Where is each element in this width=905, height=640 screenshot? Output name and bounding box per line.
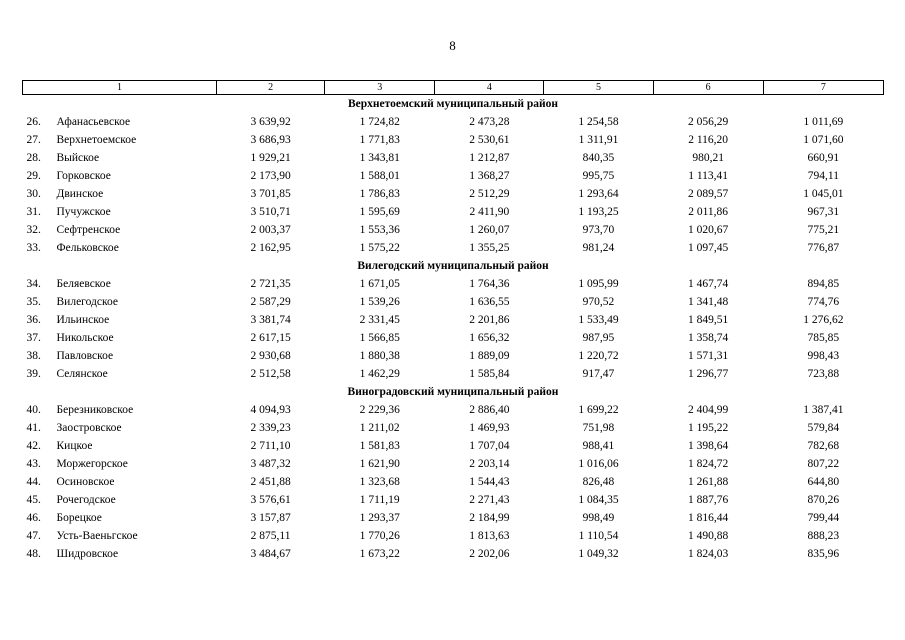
settlement-name: Афанасьевское	[56, 116, 131, 128]
value-cell-col-5: 973,70	[582, 224, 615, 236]
value-cell-col-4: 1 544,43	[469, 476, 510, 488]
value-cell-col-6: 1 341,48	[688, 296, 729, 308]
column-header-1: 1	[23, 81, 217, 95]
settlement-cell	[23, 473, 217, 491]
value-cell-col-7: 888,23	[807, 530, 840, 542]
value-cell-col-6: 980,21	[692, 152, 724, 164]
settlement-name: Сефтренское	[56, 224, 121, 236]
value-cell-col-5: 1 220,72	[578, 350, 619, 362]
row-number: 40.	[26, 404, 41, 416]
settlement-cell	[23, 149, 217, 167]
value-cell-col-3: 1 581,83	[359, 440, 400, 452]
settlement-cell	[23, 311, 217, 329]
value-cell-col-5: 826,48	[582, 476, 615, 488]
value-cell-col-7: 894,85	[807, 278, 840, 290]
settlement-name: Беляевское	[56, 278, 111, 290]
value-cell-col-2: 2 711,10	[250, 440, 291, 452]
row-number: 38.	[26, 350, 41, 362]
section-row	[23, 257, 884, 275]
value-cell-col-3: 1 553,36	[359, 224, 400, 236]
value-cell-col-3: 1 770,26	[359, 530, 400, 542]
row-number: 27.	[26, 134, 41, 146]
page-number: 8	[449, 38, 456, 53]
settlement-name: Шидровское	[56, 548, 119, 560]
value-cell-col-3: 1 293,37	[359, 512, 400, 524]
value-cell-col-5: 988,41	[582, 440, 615, 452]
row-number: 33.	[26, 242, 41, 254]
value-cell-col-6: 2 404,99	[688, 404, 729, 416]
value-cell-col-4: 1 368,27	[469, 170, 510, 182]
value-cell-col-6: 1 467,74	[688, 278, 729, 290]
value-cell-col-2: 3 487,32	[250, 458, 291, 470]
value-cell-col-4: 2 512,29	[469, 188, 510, 200]
value-cell-col-6: 1 296,77	[688, 368, 729, 380]
value-cell-col-2: 2 587,29	[250, 296, 291, 308]
table-row	[23, 509, 884, 527]
row-number: 48.	[26, 548, 41, 560]
settlement-cell	[23, 293, 217, 311]
value-cell-col-3: 2 229,36	[359, 404, 400, 416]
value-cell-col-2: 2 003,37	[250, 224, 291, 236]
table-row	[23, 221, 884, 239]
value-cell-col-4: 2 473,28	[469, 116, 510, 128]
value-cell-col-2: 4 094,93	[250, 404, 291, 416]
table-row	[23, 149, 884, 167]
table-body	[23, 95, 884, 564]
column-header-4: 4	[435, 81, 544, 95]
value-cell-col-2: 3 639,92	[250, 116, 291, 128]
value-cell-col-2: 1 929,21	[250, 152, 291, 164]
table-row	[23, 347, 884, 365]
value-cell-col-7: 723,88	[807, 368, 840, 380]
row-number: 32.	[26, 224, 41, 236]
value-cell-col-2: 2 451,88	[250, 476, 291, 488]
value-cell-col-7: 782,68	[807, 440, 840, 452]
value-cell-col-2: 2 173,90	[250, 170, 291, 182]
section-title: Вилегодский муниципальный район	[357, 260, 549, 272]
value-cell-col-7: 579,84	[807, 422, 840, 434]
value-cell-col-6: 1 358,74	[688, 332, 729, 344]
table-header	[23, 81, 884, 95]
settlement-name: Осиновское	[56, 476, 115, 488]
value-cell-col-2: 3 686,93	[250, 134, 291, 146]
value-cell-col-7: 1 071,60	[803, 134, 844, 146]
value-cell-col-2: 2 162,95	[250, 242, 291, 254]
value-cell-col-6: 2 011,86	[688, 206, 729, 218]
value-cell-col-2: 2 875,11	[250, 530, 291, 542]
value-cell-col-4: 1 707,04	[469, 440, 510, 452]
value-cell-col-7: 870,26	[807, 494, 840, 506]
table-row	[23, 545, 884, 563]
table-row	[23, 419, 884, 437]
value-cell-col-4: 2 530,61	[469, 134, 510, 146]
value-cell-col-2: 3 701,85	[250, 188, 291, 200]
row-number: 28.	[26, 152, 41, 164]
value-cell-col-6: 1 887,76	[688, 494, 729, 506]
settlement-name: Заостровское	[56, 422, 122, 434]
settlement-cell	[23, 365, 217, 383]
value-cell-col-5: 1 699,22	[578, 404, 619, 416]
value-cell-col-3: 1 673,22	[359, 548, 400, 560]
value-cell-col-5: 751,98	[582, 422, 615, 434]
value-cell-col-5: 917,47	[582, 368, 615, 380]
value-cell-col-7: 775,21	[807, 224, 840, 236]
column-header-7: 7	[763, 81, 883, 95]
row-number: 42.	[26, 440, 41, 452]
table-row	[23, 131, 884, 149]
value-cell-col-5: 1 095,99	[578, 278, 619, 290]
table-row	[23, 365, 884, 383]
value-cell-col-3: 1 539,26	[359, 296, 400, 308]
value-cell-col-5: 1 533,49	[578, 314, 619, 326]
settlement-cell	[23, 185, 217, 203]
settlement-name: Рочегодское	[56, 494, 116, 506]
value-cell-col-6: 1 824,72	[688, 458, 729, 470]
settlement-name: Двинское	[56, 188, 104, 200]
value-cell-col-6: 1 849,51	[688, 314, 729, 326]
table-row	[23, 113, 884, 131]
table-row	[23, 329, 884, 347]
settlement-cell	[23, 113, 217, 131]
value-cell-col-2: 2 617,15	[250, 332, 291, 344]
value-cell-col-3: 2 331,45	[359, 314, 400, 326]
table-row	[23, 203, 884, 221]
settlement-cell	[23, 239, 217, 257]
settlement-cell	[23, 491, 217, 509]
value-cell-col-4: 2 201,86	[469, 314, 510, 326]
value-cell-col-3: 1 211,02	[359, 422, 400, 434]
row-number: 37.	[26, 332, 41, 344]
settlement-cell	[23, 203, 217, 221]
value-cell-col-6: 1 816,44	[688, 512, 729, 524]
settlement-name: Березниковское	[56, 404, 134, 416]
table-row	[23, 437, 884, 455]
value-cell-col-6: 1 113,41	[688, 170, 729, 182]
settlement-name: Селянское	[56, 368, 108, 380]
value-cell-col-3: 1 724,82	[359, 116, 400, 128]
settlement-cell	[23, 131, 217, 149]
value-cell-col-2: 3 576,61	[250, 494, 291, 506]
header-row	[23, 81, 884, 95]
value-cell-col-7: 794,11	[807, 170, 839, 182]
row-number: 31.	[26, 206, 41, 218]
settlement-name: Усть-Ваеньгское	[56, 530, 138, 542]
data-table	[22, 80, 884, 563]
value-cell-col-5: 1 084,35	[578, 494, 619, 506]
settlement-name: Кицкое	[56, 440, 93, 452]
row-number: 41.	[26, 422, 41, 434]
table-row	[23, 527, 884, 545]
value-cell-col-2: 2 930,68	[250, 350, 291, 362]
value-cell-col-6: 1 097,45	[688, 242, 729, 254]
value-cell-col-4: 2 411,90	[469, 206, 510, 218]
value-cell-col-3: 1 323,68	[359, 476, 400, 488]
value-cell-col-4: 1 260,07	[469, 224, 510, 236]
value-cell-col-6: 2 056,29	[688, 116, 729, 128]
settlement-cell	[23, 455, 217, 473]
value-cell-col-2: 3 510,71	[250, 206, 291, 218]
value-cell-col-4: 1 355,25	[469, 242, 510, 254]
settlement-cell	[23, 221, 217, 239]
settlement-cell	[23, 329, 217, 347]
row-number: 45.	[26, 494, 41, 506]
value-cell-col-4: 1 889,09	[469, 350, 510, 362]
value-cell-col-6: 1 195,22	[688, 422, 729, 434]
settlement-cell	[23, 437, 217, 455]
value-cell-col-7: 660,91	[807, 152, 840, 164]
value-cell-col-3: 1 671,05	[359, 278, 400, 290]
value-cell-col-3: 1 595,69	[359, 206, 400, 218]
table-row	[23, 455, 884, 473]
settlement-cell	[23, 401, 217, 419]
value-cell-col-2: 2 721,35	[250, 278, 291, 290]
value-cell-col-4: 1 469,93	[469, 422, 510, 434]
settlement-name: Борецкое	[56, 512, 102, 524]
value-cell-col-5: 840,35	[582, 152, 615, 164]
value-cell-col-3: 1 575,22	[359, 242, 400, 254]
value-cell-col-4: 1 656,32	[469, 332, 510, 344]
value-cell-col-7: 644,80	[807, 476, 840, 488]
value-cell-col-7: 1 045,01	[803, 188, 844, 200]
value-cell-col-3: 1 771,83	[359, 134, 400, 146]
row-number: 47.	[26, 530, 41, 542]
value-cell-col-5: 1 311,91	[578, 134, 619, 146]
value-cell-col-7: 1 276,62	[803, 314, 844, 326]
settlement-name: Никольское	[56, 332, 114, 344]
value-cell-col-7: 799,44	[807, 512, 840, 524]
value-cell-col-4: 2 202,06	[469, 548, 510, 560]
value-cell-col-4: 1 813,63	[469, 530, 510, 542]
value-cell-col-7: 1 387,41	[803, 404, 844, 416]
settlement-cell	[23, 275, 217, 293]
row-number: 35.	[26, 296, 41, 308]
table-row	[23, 275, 884, 293]
table-row	[23, 239, 884, 257]
table-row	[23, 167, 884, 185]
value-cell-col-2: 3 381,74	[250, 314, 291, 326]
settlement-cell	[23, 167, 217, 185]
value-cell-col-5: 1 016,06	[578, 458, 619, 470]
row-number: 30.	[26, 188, 41, 200]
column-header-5: 5	[544, 81, 653, 95]
value-cell-col-4: 1 636,55	[469, 296, 510, 308]
value-cell-col-5: 981,24	[582, 242, 615, 254]
section-title: Виноградовский муниципальный район	[347, 386, 559, 398]
settlement-name: Фельковское	[56, 242, 119, 254]
value-cell-col-5: 998,49	[582, 512, 615, 524]
table-row	[23, 401, 884, 419]
column-header-6: 6	[653, 81, 763, 95]
value-cell-col-2: 3 484,67	[250, 548, 291, 560]
settlement-cell	[23, 509, 217, 527]
settlement-cell	[23, 419, 217, 437]
value-cell-col-6: 1 261,88	[688, 476, 729, 488]
value-cell-col-6: 1 571,31	[688, 350, 729, 362]
value-cell-col-7: 967,31	[807, 206, 840, 218]
row-number: 44.	[26, 476, 41, 488]
value-cell-col-7: 807,22	[807, 458, 840, 470]
settlement-name: Выйское	[56, 152, 100, 164]
settlement-cell	[23, 347, 217, 365]
value-cell-col-7: 785,85	[807, 332, 840, 344]
value-cell-col-3: 1 786,83	[359, 188, 400, 200]
settlement-name: Павловское	[56, 350, 114, 362]
value-cell-col-3: 1 880,38	[359, 350, 400, 362]
table-row	[23, 311, 884, 329]
table-row	[23, 473, 884, 491]
value-cell-col-5: 1 293,64	[578, 188, 619, 200]
value-cell-col-4: 1 764,36	[469, 278, 510, 290]
settlement-name: Верхнетоемское	[56, 134, 137, 146]
row-number: 43.	[26, 458, 41, 470]
value-cell-col-4: 2 886,40	[469, 404, 510, 416]
value-cell-col-5: 1 254,58	[578, 116, 619, 128]
value-cell-col-7: 774,76	[807, 296, 840, 308]
table-row	[23, 491, 884, 509]
value-cell-col-3: 1 588,01	[359, 170, 400, 182]
value-cell-col-7: 776,87	[807, 242, 840, 254]
value-cell-col-7: 1 011,69	[803, 116, 844, 128]
value-cell-col-4: 1 212,87	[469, 152, 510, 164]
value-cell-col-6: 1 398,64	[688, 440, 729, 452]
value-cell-col-2: 3 157,87	[250, 512, 291, 524]
value-cell-col-4: 2 271,43	[469, 494, 510, 506]
value-cell-col-2: 2 512,58	[250, 368, 291, 380]
section-row	[23, 383, 884, 401]
value-cell-col-6: 1 824,03	[688, 548, 729, 560]
table-row	[23, 293, 884, 311]
value-cell-col-5: 1 193,25	[578, 206, 619, 218]
settlement-cell	[23, 545, 217, 563]
value-cell-col-3: 1 566,85	[359, 332, 400, 344]
value-cell-col-5: 1 049,32	[578, 548, 619, 560]
settlement-name: Моржегорское	[56, 458, 128, 470]
settlement-name: Вилегодское	[56, 296, 118, 308]
value-cell-col-5: 1 110,54	[578, 530, 619, 542]
row-number: 46.	[26, 512, 41, 524]
value-cell-col-4: 1 585,84	[469, 368, 510, 380]
value-cell-col-3: 1 462,29	[359, 368, 400, 380]
value-cell-col-6: 2 116,20	[688, 134, 729, 146]
value-cell-col-4: 2 203,14	[469, 458, 510, 470]
value-cell-col-6: 1 490,88	[688, 530, 729, 542]
settlement-name: Пучужское	[56, 206, 111, 218]
value-cell-col-3: 1 343,81	[359, 152, 400, 164]
value-cell-col-6: 2 089,57	[688, 188, 729, 200]
value-cell-col-5: 995,75	[582, 170, 615, 182]
settlement-cell	[23, 527, 217, 545]
value-cell-col-3: 1 711,19	[359, 494, 400, 506]
value-cell-col-5: 970,52	[582, 296, 615, 308]
settlement-name: Ильинское	[56, 314, 110, 326]
value-cell-col-6: 1 020,67	[688, 224, 729, 236]
section-row	[23, 95, 884, 114]
row-number: 36.	[26, 314, 41, 326]
value-cell-col-4: 2 184,99	[469, 512, 510, 524]
row-number: 34.	[26, 278, 41, 290]
value-cell-col-2: 2 339,23	[250, 422, 291, 434]
value-cell-col-7: 835,96	[807, 548, 840, 560]
column-header-3: 3	[325, 81, 435, 95]
column-header-2: 2	[217, 81, 325, 95]
row-number: 26.	[26, 116, 41, 128]
value-cell-col-5: 987,95	[582, 332, 615, 344]
settlement-name: Горковское	[56, 170, 111, 182]
row-number: 29.	[26, 170, 41, 182]
section-title: Верхнетоемский муниципальный район	[347, 98, 559, 110]
value-cell-col-3: 1 621,90	[359, 458, 400, 470]
row-number: 39.	[26, 368, 41, 380]
table-row	[23, 185, 884, 203]
value-cell-col-7: 998,43	[807, 350, 840, 362]
